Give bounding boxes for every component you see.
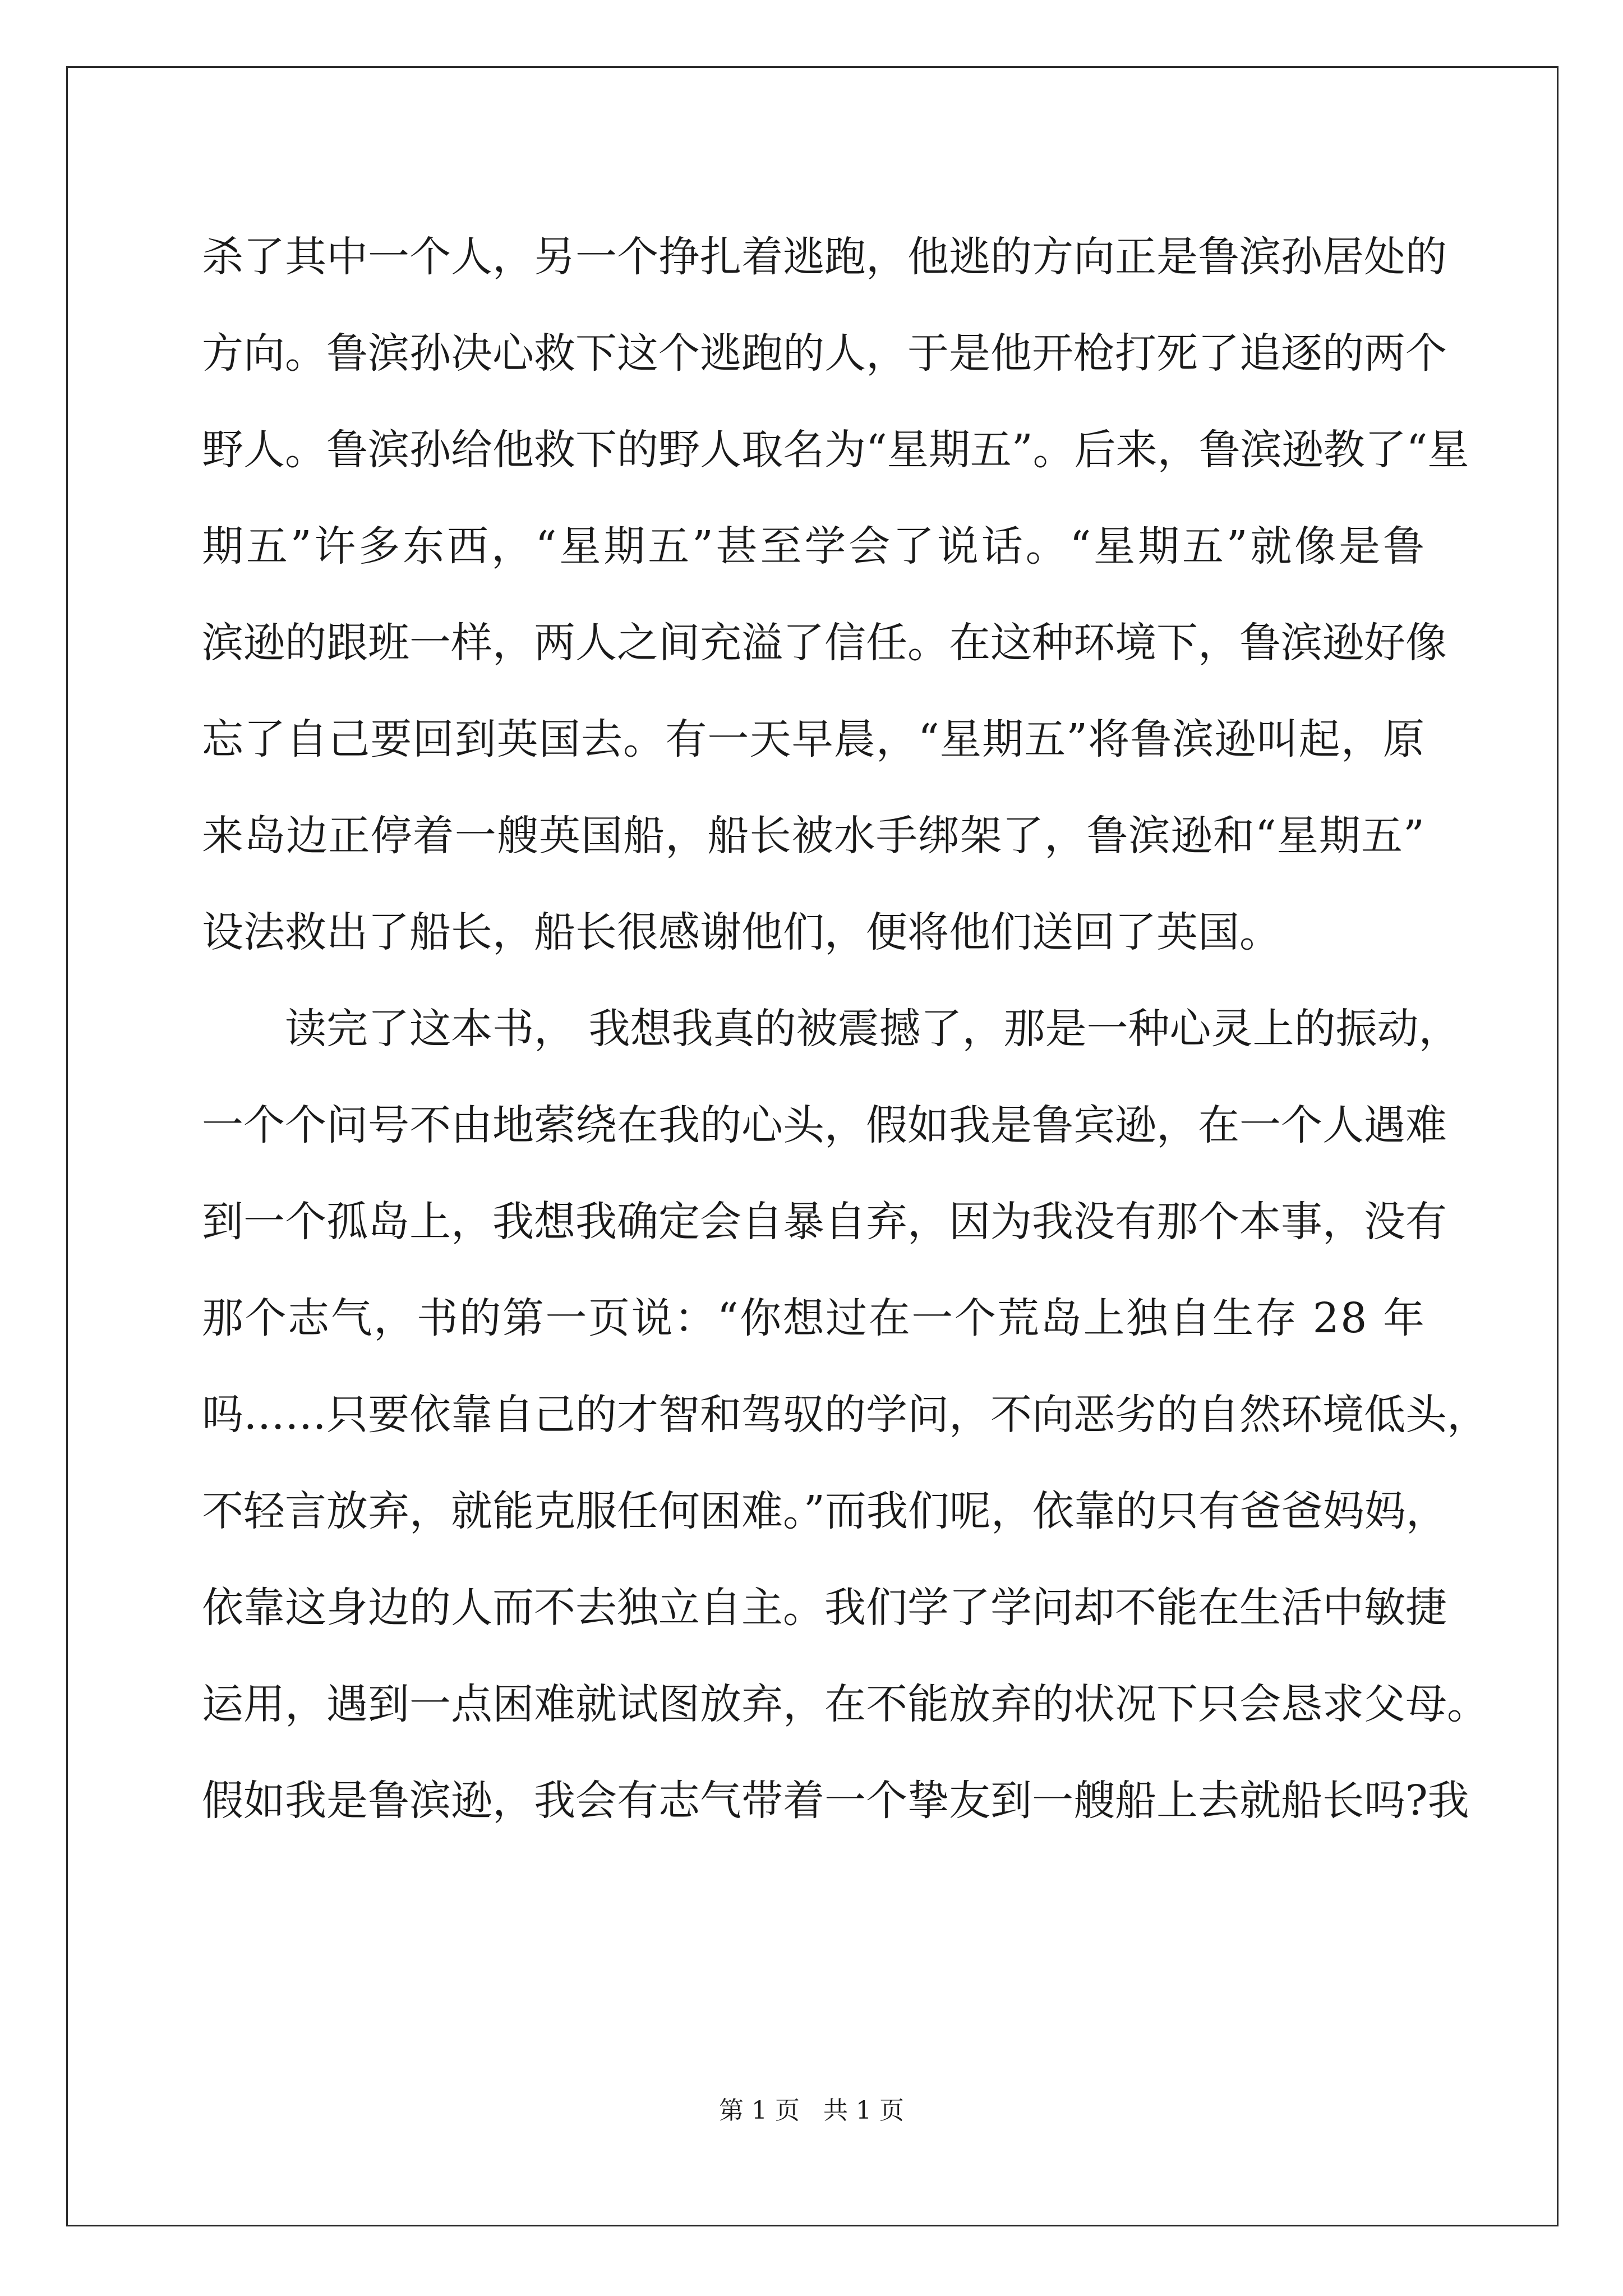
text-line: 期五”许多东西，“星期五”甚至学会了说话。“星期五”就像是鲁 [202,522,1427,570]
text-line: 杀了其中一个人，另一个挣扎着逃跑，他逃的方向正是鲁滨孙居处的 [202,233,1447,281]
text-line: 那个志气，书的第一页说：“你想过在一个荒岛上独自生存 28 年 [202,1294,1426,1342]
text-line: 运用，遇到一点困难就试图放弃，在不能放弃的状况下只会恳求父母。 [202,1680,1488,1728]
text-line: 设法救出了船长，船长很感谢他们，便将他们送回了英国。 [202,908,1281,956]
text-line: 依靠这身边的人而不去独立自主。我们学了学问却不能在生活中敏捷 [202,1584,1447,1632]
text-line: 吗……只要依靠自己的才智和驾驭的学问，不向恶劣的自然环境低头， [202,1391,1488,1439]
text-line: 野人。鲁滨孙给他救下的野人取名为“星期五”。后来，鲁滨逊教了“星 [202,426,1469,474]
text-line: 读完了这本书， 我想我真的被震撼了，那是一种心灵上的振动， [285,1005,1460,1053]
text-line: 忘了自己要回到英国去。有一天早晨，“星期五”将鲁滨逊叫起，原 [202,715,1426,763]
text-line: 来岛边正停着一艘英国船，船长被水手绑架了，鲁滨逊和“星期五” [202,812,1426,860]
document-body [202,209,1488,1849]
text-line: 滨逊的跟班一样，两人之间充溢了信任。在这种环境下，鲁滨逊好像 [202,619,1447,667]
text-line: 到一个孤岛上，我想我确定会自暴自弃，因为我没有那个本事，没有 [202,1198,1447,1246]
page-footer: 第 1 页 共 1 页 [719,2096,904,2125]
text-line: 方向。鲁滨孙决心救下这个逃跑的人，于是他开枪打死了追逐的两个 [202,329,1447,378]
text-line: 假如我是鲁滨逊，我会有志气带着一个挚友到一艘船上去就船长吗?我 [202,1777,1469,1825]
text-line: 一个个问号不由地萦绕在我的心头，假如我是鲁宾逊，在一个人遇难 [202,1101,1447,1149]
text-line: 不轻言放弃，就能克服任何困难。”而我们呢，依靠的只有爸爸妈妈， [202,1487,1447,1535]
